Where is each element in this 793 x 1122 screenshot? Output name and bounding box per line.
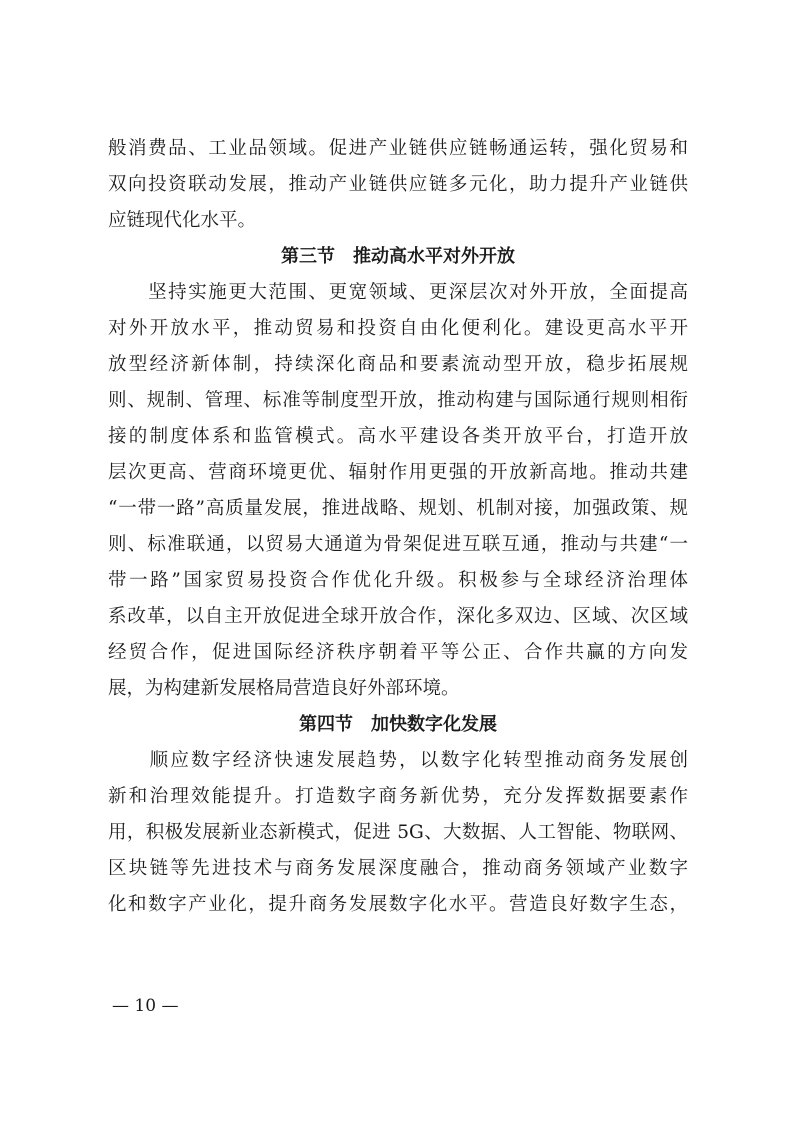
paragraph-line: 层次更高、营商环境更优、辐射作用更强的开放新高地。推动共建 bbox=[108, 462, 688, 483]
paragraph-line: 坚持实施更大范围、更宽领域、更深层次对外开放，全面提高 bbox=[108, 282, 688, 303]
paragraph-line: 化和数字产业化，提升商务发展数字化水平。营造良好数字生态， bbox=[108, 894, 688, 915]
paragraph-line: 应链现代化水平。 bbox=[108, 210, 257, 231]
paragraph-line: 则、规制、管理、标准等制度型开放，推动构建与国际通行规则相衔 bbox=[108, 390, 688, 411]
paragraph-line: 展，为构建新发展格局营造良好外部环境。 bbox=[108, 678, 460, 699]
paragraph-line: 顺应数字经济快速发展趋势，以数字化转型推动商务发展创 bbox=[108, 750, 688, 771]
paragraph-line: “一带一路”高质量发展，推进战略、规划、机制对接，加强政策、规 bbox=[108, 498, 688, 519]
paragraph-line: 区块链等先进技术与商务发展深度融合，推动商务领域产业数字 bbox=[108, 858, 688, 879]
page-number: — 10 — bbox=[112, 996, 179, 1016]
section-heading: 第四节 加快数字化发展 bbox=[299, 714, 497, 735]
paragraph-line: 经贸合作，促进国际经济秩序朝着平等公正、合作共赢的方向发 bbox=[108, 642, 688, 663]
paragraph-line: 接的制度体系和监管模式。高水平建设各类开放平台，打造开放 bbox=[108, 426, 688, 447]
paragraph-line: 则、标准联通，以贸易大通道为骨架促进互联互通，推动与共建“一 bbox=[108, 534, 688, 555]
paragraph-line: 用，积极发展新业态新模式，促进 5G、大数据、人工智能、物联网、 bbox=[108, 822, 688, 843]
paragraph-line: 带一路”国家贸易投资合作优化升级。积极参与全球经济治理体 bbox=[108, 570, 688, 591]
paragraph-line: 新和治理效能提升。打造数字商务新优势，充分发挥数据要素作 bbox=[108, 786, 688, 807]
paragraph-line: 放型经济新体制，持续深化商品和要素流动型开放，稳步拓展规 bbox=[108, 354, 688, 375]
paragraph-line: 系改革，以自主开放促进全球开放合作，深化多双边、区域、次区域 bbox=[108, 606, 688, 627]
paragraph-line: 般消费品、工业品领域。促进产业链供应链畅通运转，强化贸易和 bbox=[108, 138, 688, 159]
paragraph-line: 双向投资联动发展，推动产业链供应链多元化，助力提升产业链供 bbox=[108, 174, 688, 195]
document-body bbox=[108, 131, 688, 923]
section-heading: 第三节 推动高水平对外开放 bbox=[281, 246, 515, 267]
paragraph-line: 对外开放水平，推动贸易和投资自由化便利化。建设更高水平开 bbox=[108, 318, 688, 339]
